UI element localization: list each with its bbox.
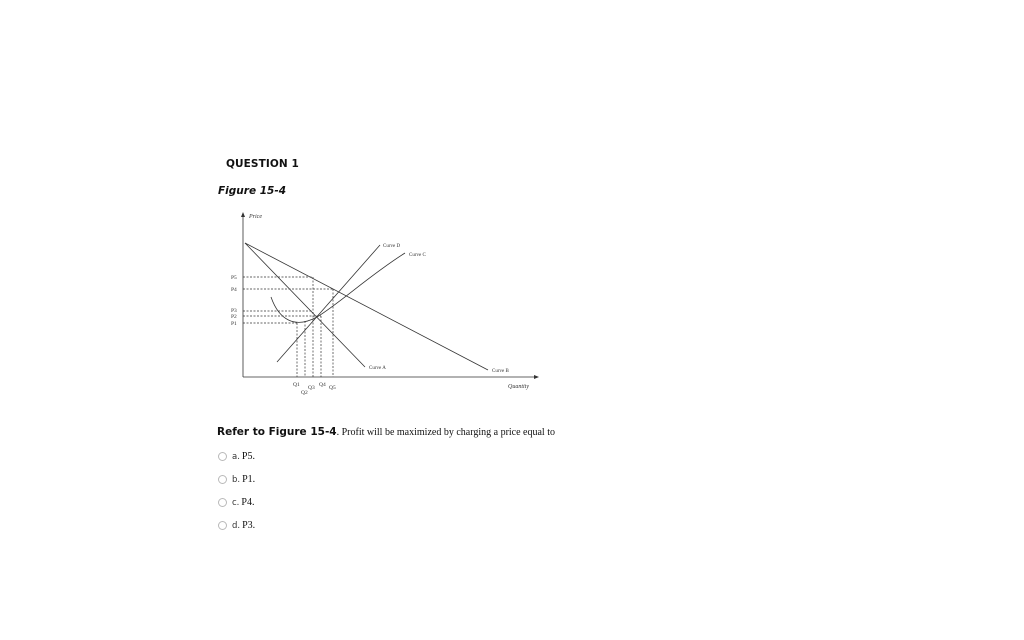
option-letter: a. — [232, 451, 240, 462]
quantity-label-q4: Q4 — [319, 382, 326, 388]
radio-button-b[interactable] — [218, 475, 227, 484]
curve-a-label: Curve A — [369, 366, 386, 371]
figure-title: Figure 15-4 — [218, 185, 286, 197]
option-text: P1. — [242, 474, 256, 485]
option-letter: d. — [232, 520, 241, 531]
quantity-label-q1: Q1 — [293, 382, 300, 388]
option-a[interactable] — [218, 445, 255, 468]
radio-button-a[interactable] — [218, 452, 227, 461]
curve-d-mc — [277, 245, 380, 362]
x-axis-arrow — [534, 375, 539, 379]
figure-15-4 — [205, 205, 550, 405]
option-c[interactable] — [218, 491, 255, 514]
option-text: P5. — [241, 451, 255, 462]
y-axis-label: Price — [249, 214, 262, 220]
price-label-p4: P4 — [231, 287, 237, 293]
quantity-label-q3: Q3 — [308, 385, 315, 391]
option-text: P3. — [242, 520, 256, 531]
curve-b-demand — [245, 243, 488, 370]
quantity-label-q5: Q5 — [329, 385, 336, 391]
quantity-label-q2: Q2 — [301, 390, 308, 396]
radio-button-c[interactable] — [218, 498, 227, 507]
answer-options — [218, 445, 255, 537]
option-text: P4. — [241, 497, 255, 508]
curve-d-label: Curve D — [383, 244, 401, 249]
x-axis-label: Quantity — [508, 384, 529, 390]
option-d[interactable] — [218, 514, 255, 537]
figure-reference: Refer to Figure 15-4 — [217, 426, 337, 438]
price-label-p3: P3 — [231, 308, 237, 314]
price-label-p1: P1 — [231, 321, 237, 327]
prompt-text: . Profit will be maximized by charging a price equal to — [336, 427, 555, 438]
curve-c-atc — [271, 253, 405, 322]
option-letter: b. — [232, 474, 241, 485]
y-axis-arrow — [241, 212, 245, 217]
option-letter: c. — [232, 497, 240, 508]
option-b[interactable] — [218, 468, 255, 491]
curve-b-label: Curve B — [492, 369, 509, 374]
question-prompt — [217, 426, 555, 438]
question-title: QUESTION 1 — [226, 158, 299, 170]
curve-a-mr — [245, 243, 365, 367]
price-label-p5: P5 — [231, 275, 237, 281]
curve-c-label: Curve C — [409, 253, 426, 258]
price-label-p2: P2 — [231, 314, 237, 320]
figure-graph — [205, 205, 550, 405]
radio-button-d[interactable] — [218, 521, 227, 530]
